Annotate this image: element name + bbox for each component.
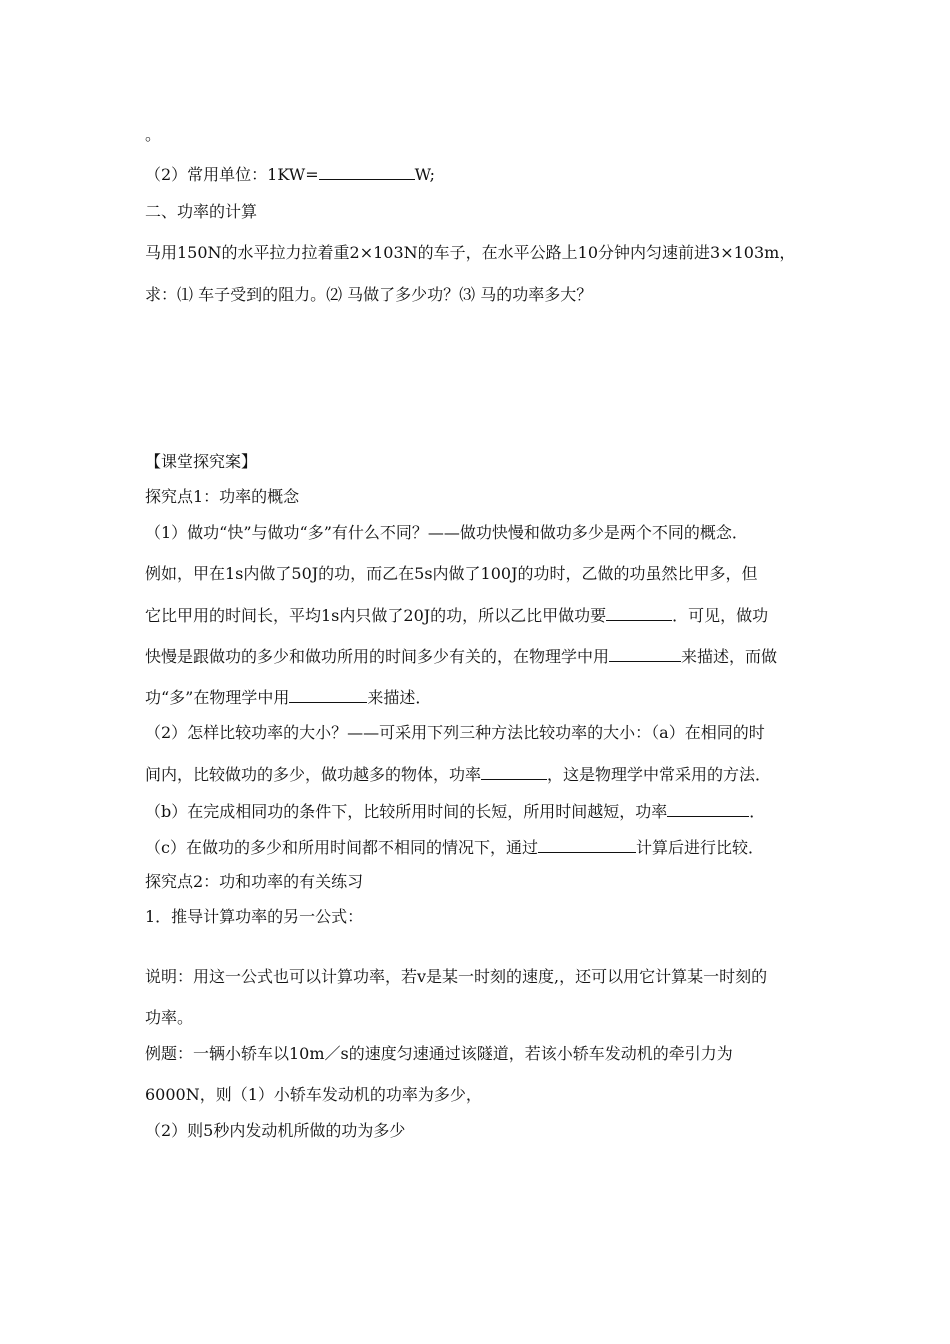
fill-blank — [606, 604, 672, 621]
text-line — [145, 645, 777, 668]
text: 间内，比较做功的多少，做功越多的物体，功率 — [145, 765, 482, 784]
text-line — [145, 906, 363, 928]
text-line — [145, 124, 161, 146]
text: （2）怎样比较功率的大小？——可采用下列三种方法比较功率的大小：（a）在相同的时 — [145, 723, 765, 742]
text-line — [145, 163, 435, 186]
text: 来描述． — [367, 688, 432, 707]
text-line — [145, 284, 592, 306]
text: 二、功率的计算 — [145, 202, 258, 221]
text-line — [145, 522, 748, 544]
text: 来描述，而做 — [681, 647, 778, 666]
text-line — [145, 686, 431, 709]
text: （2）则5秒内发动机所做的功为多少 — [145, 1121, 406, 1140]
text: 。 — [145, 125, 162, 144]
text-line — [145, 836, 764, 859]
text: （2）常用单位：1KW= — [145, 165, 319, 184]
text: W; — [414, 165, 436, 184]
section-heading — [145, 451, 257, 473]
text: （b）在完成相同功的条件下，比较所用时间的长短，所用时间越短，功率 — [145, 802, 668, 821]
text-line — [145, 1043, 733, 1065]
text: ． — [749, 802, 766, 821]
subsection-heading — [145, 486, 299, 508]
text-line — [145, 604, 768, 627]
fill-blank — [289, 686, 367, 703]
fill-blank — [667, 800, 749, 817]
section-heading — [145, 201, 257, 223]
text: ．可见，做功 — [672, 606, 769, 625]
text: 快慢是跟做功的多少和做功所用的时间多少有关的，在物理学中用 — [145, 647, 610, 666]
text: 说明：用这一公式也可以计算功率，若v是某一时刻的速度,，还可以用它计算某一时刻的 — [145, 967, 768, 986]
text-line — [145, 563, 758, 585]
text: 它比甲用的时间长，平均1s内只做了20J的功，所以乙比甲做功要 — [145, 606, 607, 625]
text: 探究点1：功率的概念 — [145, 487, 300, 506]
text: 马用150N的水平拉力拉着重2×103N的车子，在水平公路上10分钟内匀速前进3×103m， — [145, 243, 796, 262]
text: ，这是物理学中常采用的方法． — [547, 765, 772, 784]
fill-blank — [481, 763, 547, 780]
fill-blank — [609, 645, 681, 662]
fill-blank — [319, 163, 415, 180]
text-line — [145, 800, 765, 823]
text-line — [145, 1084, 482, 1106]
text-line — [145, 966, 767, 988]
text-line — [145, 722, 765, 744]
text-line — [145, 763, 771, 786]
text: 1．推导计算功率的另一公式： — [145, 907, 364, 926]
text-line — [145, 1120, 405, 1142]
text-line — [145, 242, 795, 264]
text-line — [145, 1007, 193, 1029]
text: 【课堂探究案】 — [145, 452, 258, 471]
text: 功率。 — [145, 1008, 194, 1027]
text: 探究点2：功和功率的有关练习 — [145, 872, 364, 891]
text: 例题：一辆小轿车以10m／s的速度匀速通过该隧道，若该小轿车发动机的牵引力为 — [145, 1044, 733, 1063]
subsection-heading — [145, 871, 363, 893]
fill-blank — [538, 836, 636, 853]
text: 求：⑴ 车子受到的阻力。⑵ 马做了多少功？⑶ 马的功率多大？ — [145, 285, 593, 304]
text: 功“多”在物理学中用 — [145, 688, 290, 707]
text: 计算后进行比较． — [635, 838, 764, 857]
text: （c）在做功的多少和所用时间都不相同的情况下，通过 — [145, 838, 538, 857]
text: 6000N，则（1）小轿车发动机的功率为多少， — [145, 1085, 482, 1104]
text: （1）做功“快”与做功“多”有什么不同？——做功快慢和做功多少是两个不同的概念． — [145, 523, 748, 542]
text: 例如，甲在1s内做了50J的功，而乙在5s内做了100J的功时，乙做的功虽然比甲多，但 — [145, 564, 758, 583]
